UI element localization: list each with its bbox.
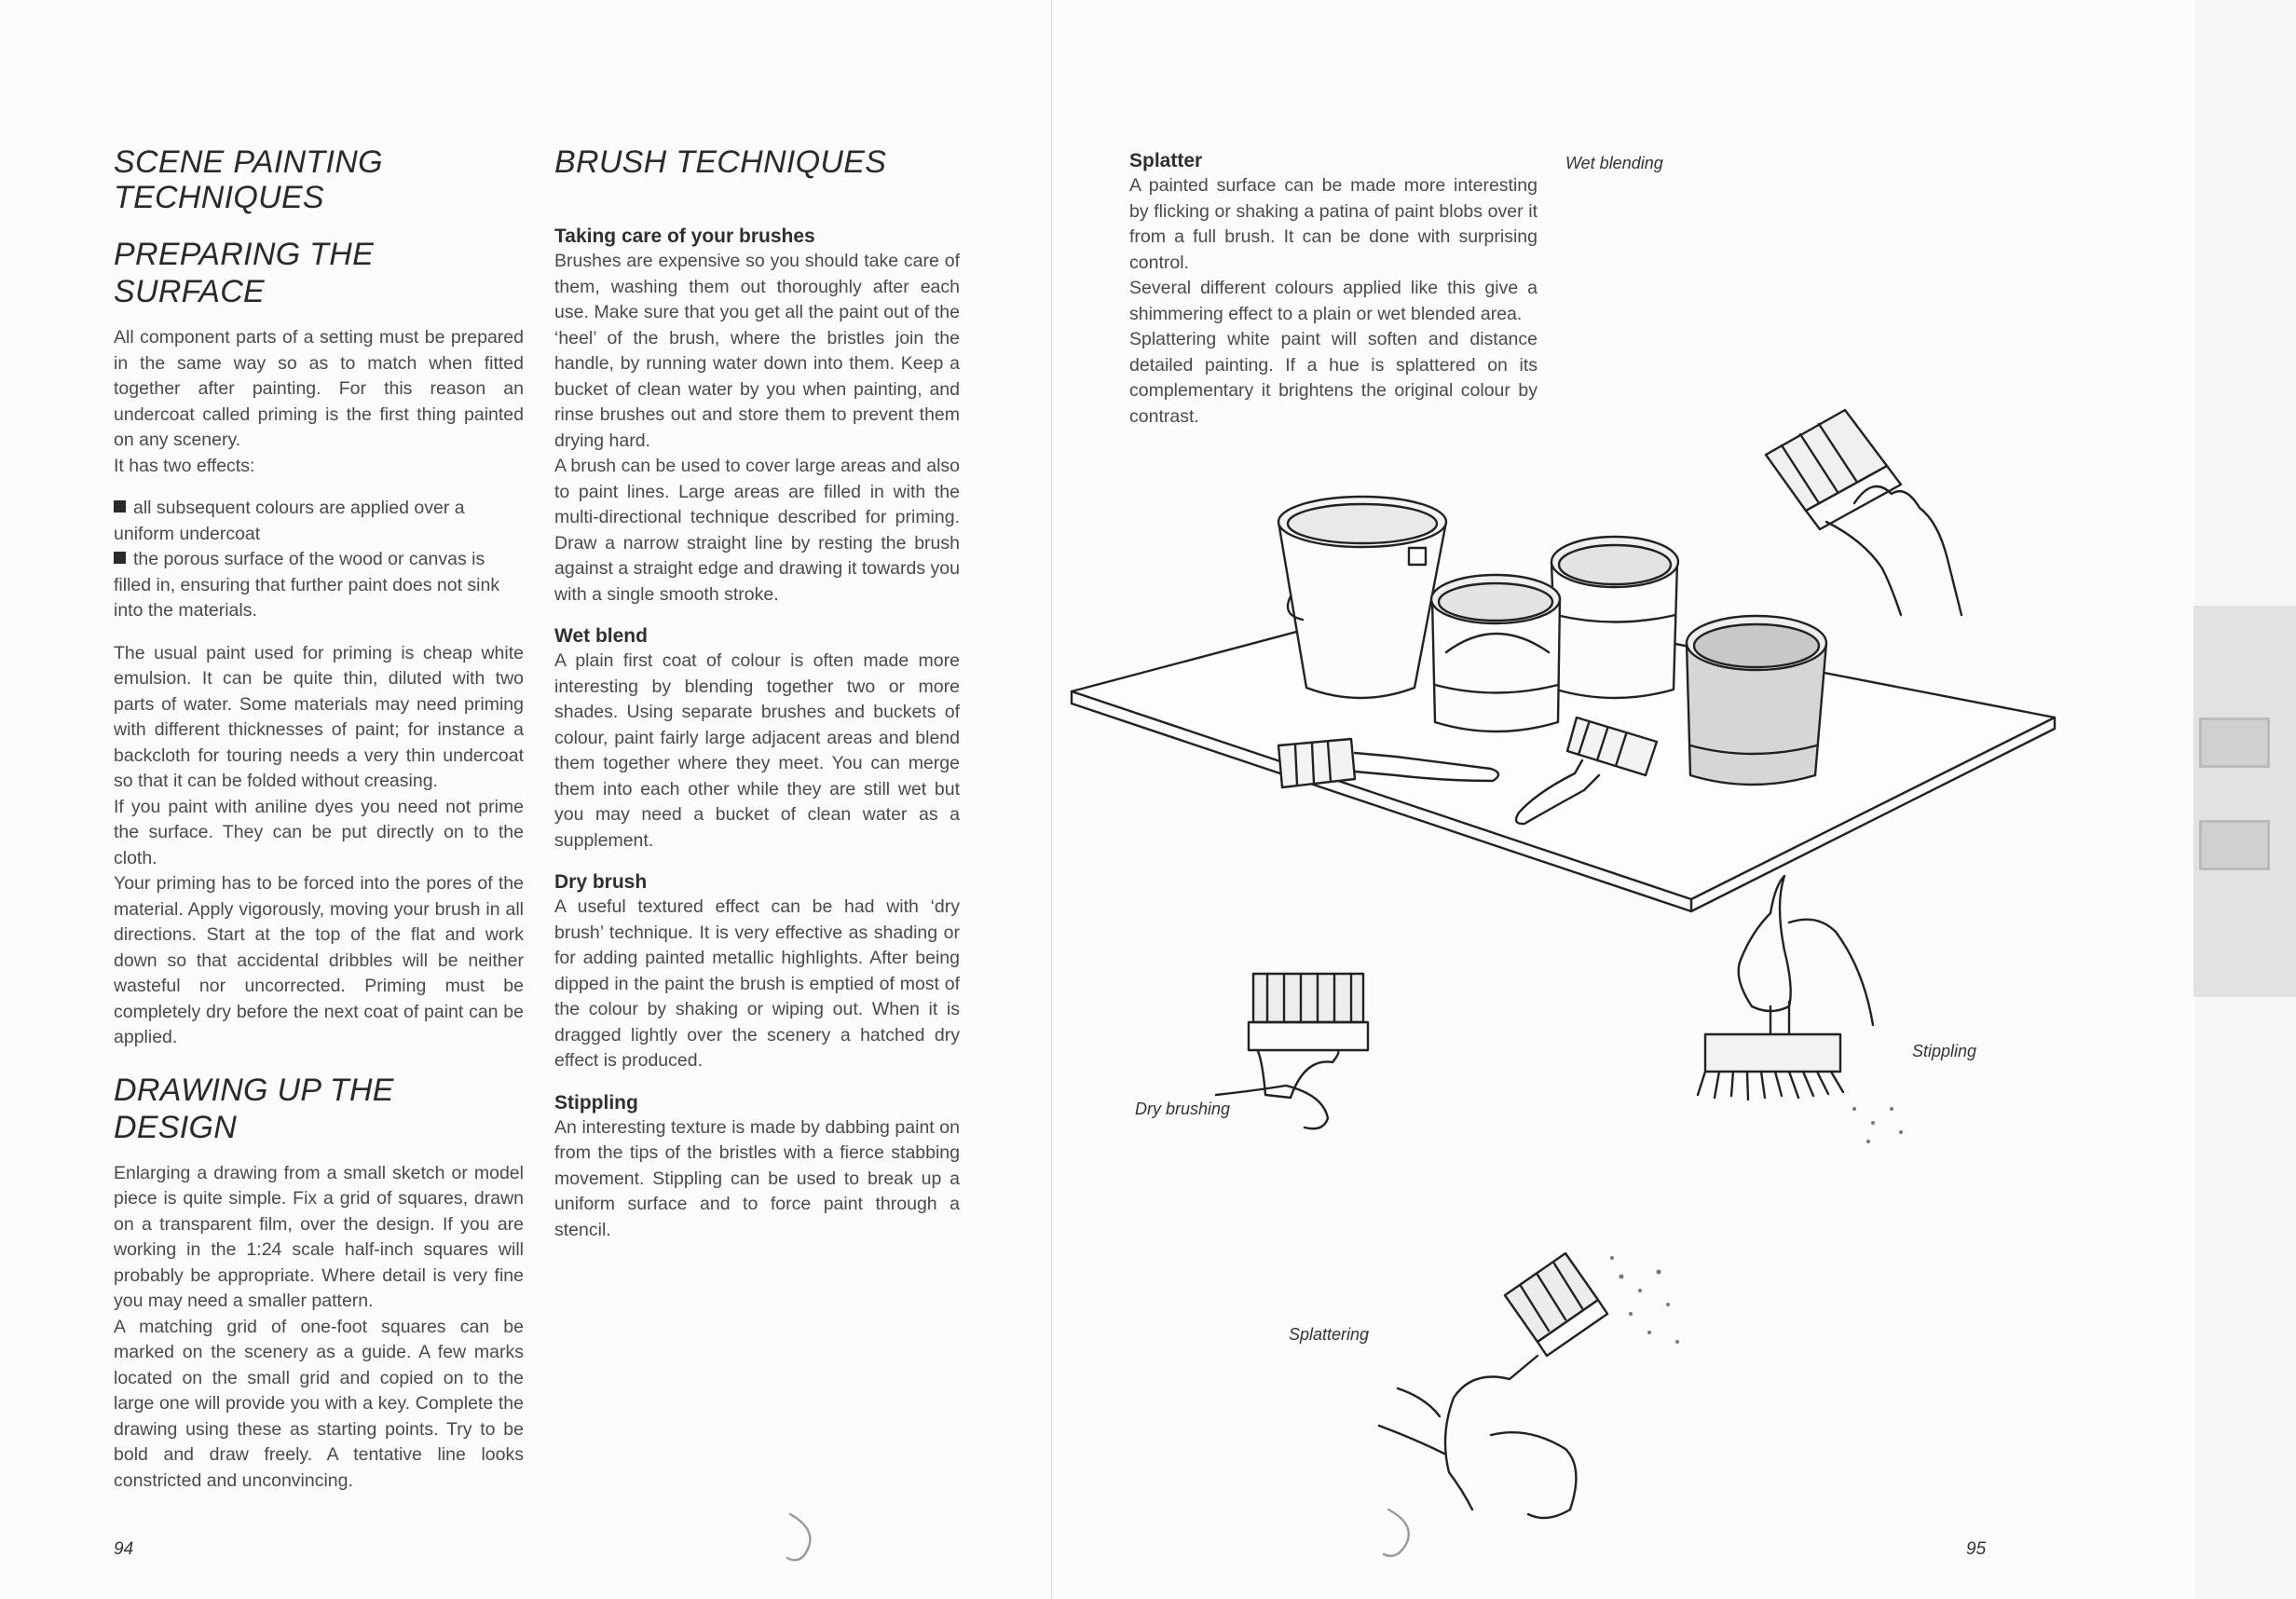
draw-paragraph-2: A matching grid of one-foot squares can be marked on the scenery as a guide. A few marks located on the small grid and copied on to the large one will provide you with a key. Complete the drawing using these as starting points. Try to be bold and draw freely. A tentative line looks constricted and unconvincing. — [114, 1316, 524, 1491]
wet-blend-paragraph: A plain first coat of colour is often made more interesting by blending together two or more shades. Using separate brushes and buckets of colour, paint fairly large adjacent areas and blend them together where they meet. You can merge them into each other while they are still wet but you may need a bucket of clean water as a supplement. — [554, 650, 960, 851]
prep-paragraph-1: All component parts of a setting must be prepared in the same way so as to match when fitted together after painting. For this reason an undercoat called priming is the first thing painted on any scenery. — [114, 327, 524, 450]
page-number-left: 94 — [114, 1539, 134, 1559]
subheading-wet-blend: Wet blend — [554, 625, 648, 647]
chapter-title: SCENE PAINTING TECHNIQUES — [114, 144, 383, 215]
subheading-splatter: Splatter — [1129, 150, 1203, 171]
wet-blending-hand — [1766, 410, 1961, 615]
splatter-paragraph-3: Splattering white paint will soften and distance detailed painting. If a hue is splattered on its complementary it brightens the original colour by contrast. — [1129, 329, 1538, 427]
draw-paragraph-1: Enlarging a drawing from a small sketch or model piece is quite simple. Fix a grid of squares, drawn on a transparent film, over the design. If you are working in the 1:24 scale half-inch squares will probably be appropriate. Where detail is very fine you may need a smaller pattern. — [114, 1162, 524, 1311]
stippling-paragraph: An interesting texture is made by dabbing paint on from the tips of the bristles with a fierce stabbing movement. Stippling can be used to break up a uniform surface and to force paint through a stencil. — [554, 1116, 960, 1240]
edge-thumbnail — [2199, 718, 2270, 768]
caption-dry-brushing: Dry brushing — [1135, 1100, 1231, 1118]
dry-brush-paragraph: A useful textured effect can be had with ‘dry brush’ technique. It is very effective as shading or for adding painted metallic highlights. After being dipped in the paint the brush is emptied of most of the colour by shaking or wiping out. When it is dragged lightly over the scenery a hatched dry effect is produced. — [554, 896, 960, 1071]
bucket-front — [1687, 616, 1826, 785]
splattering-hands — [1379, 1253, 1607, 1518]
scanner-edge-strip — [2194, 606, 2296, 997]
care-paragraph-1: Brushes are expensive so you should take care of them, washing them out thoroughly after each use. Make sure that you get all the paint out of the ‘heel’ of the brush, where the bristles join the handle, by running water down into them. Keep a bucket of clean water by you when painting, and rinse brushes out and store them to prevent them drying hard. — [554, 251, 960, 451]
page-number-right: 95 — [1966, 1539, 1987, 1559]
list-item: the porous surface of the wood or canvas is filled in, ensuring that further paint does not sink into the materials. — [114, 549, 500, 621]
subheading-care: Taking care of your brushes — [554, 226, 815, 247]
heading-drawing-design: DRAWING UP THE DESIGN — [114, 1072, 394, 1145]
caption-splattering: Splattering — [1289, 1325, 1370, 1344]
caption-stippling: Stippling — [1912, 1042, 1977, 1060]
bucket-back — [1551, 537, 1678, 698]
bucket-middle — [1431, 575, 1560, 731]
list-item: all subsequent colours are applied over a uniform undercoat — [114, 498, 465, 544]
subheading-stippling: Stippling — [554, 1091, 638, 1114]
edge-thumbnail — [2199, 820, 2270, 870]
dry-brushing-hand — [1216, 974, 1368, 1128]
caption-wet-blending: Wet blending — [1565, 154, 1663, 172]
splatter-paragraph-1: A painted surface can be made more interesting by flicking or shaking a patina of paint blobs over it from a full brush. It can be done with surprising control. — [1129, 175, 1538, 273]
prep-paragraph-5: Your priming has to be forced into the pores of the material. Apply vigorously, moving your brush in all directions. Start at the top of the flat and work down so that accidental dribbles will be neither wasteful nor uncorrected. Priming must be completely dry before the next coat of paint can be applied. — [114, 873, 524, 1047]
prep-paragraph-4: If you paint with aniline dyes you need not prime the surface. They can be put directly on to the cloth. — [114, 796, 524, 868]
splatter-dots — [1610, 1107, 1903, 1344]
heading-preparing-surface: PREPARING THE SURFACE — [114, 237, 375, 309]
subheading-dry-brush: Dry brush — [554, 871, 648, 893]
prep-paragraph-2: It has two effects: — [114, 455, 255, 476]
stippling-hand — [1698, 876, 1873, 1100]
heading-brush-techniques: BRUSH TECHNIQUES — [554, 144, 887, 180]
splatter-paragraph-2: Several different colours applied like this give a shimmering effect to a plain or wet blended area. — [1129, 278, 1538, 324]
care-paragraph-2: A brush can be used to cover large areas and also to paint lines. Large areas are filled in with the multi-directional technique described for priming. Draw a narrow straight line by resting the brush against a straight edge and drawing it towards you with a single smooth stroke. — [554, 456, 960, 605]
prep-paragraph-3: The usual paint used for priming is cheap white emulsion. It can be quite thin, diluted with two parts of water. Some materials may need priming with different thicknesses of paint; for instance a backcloth for touring needs a very thin undercoat so that it can be folded without creasing. — [114, 642, 524, 791]
